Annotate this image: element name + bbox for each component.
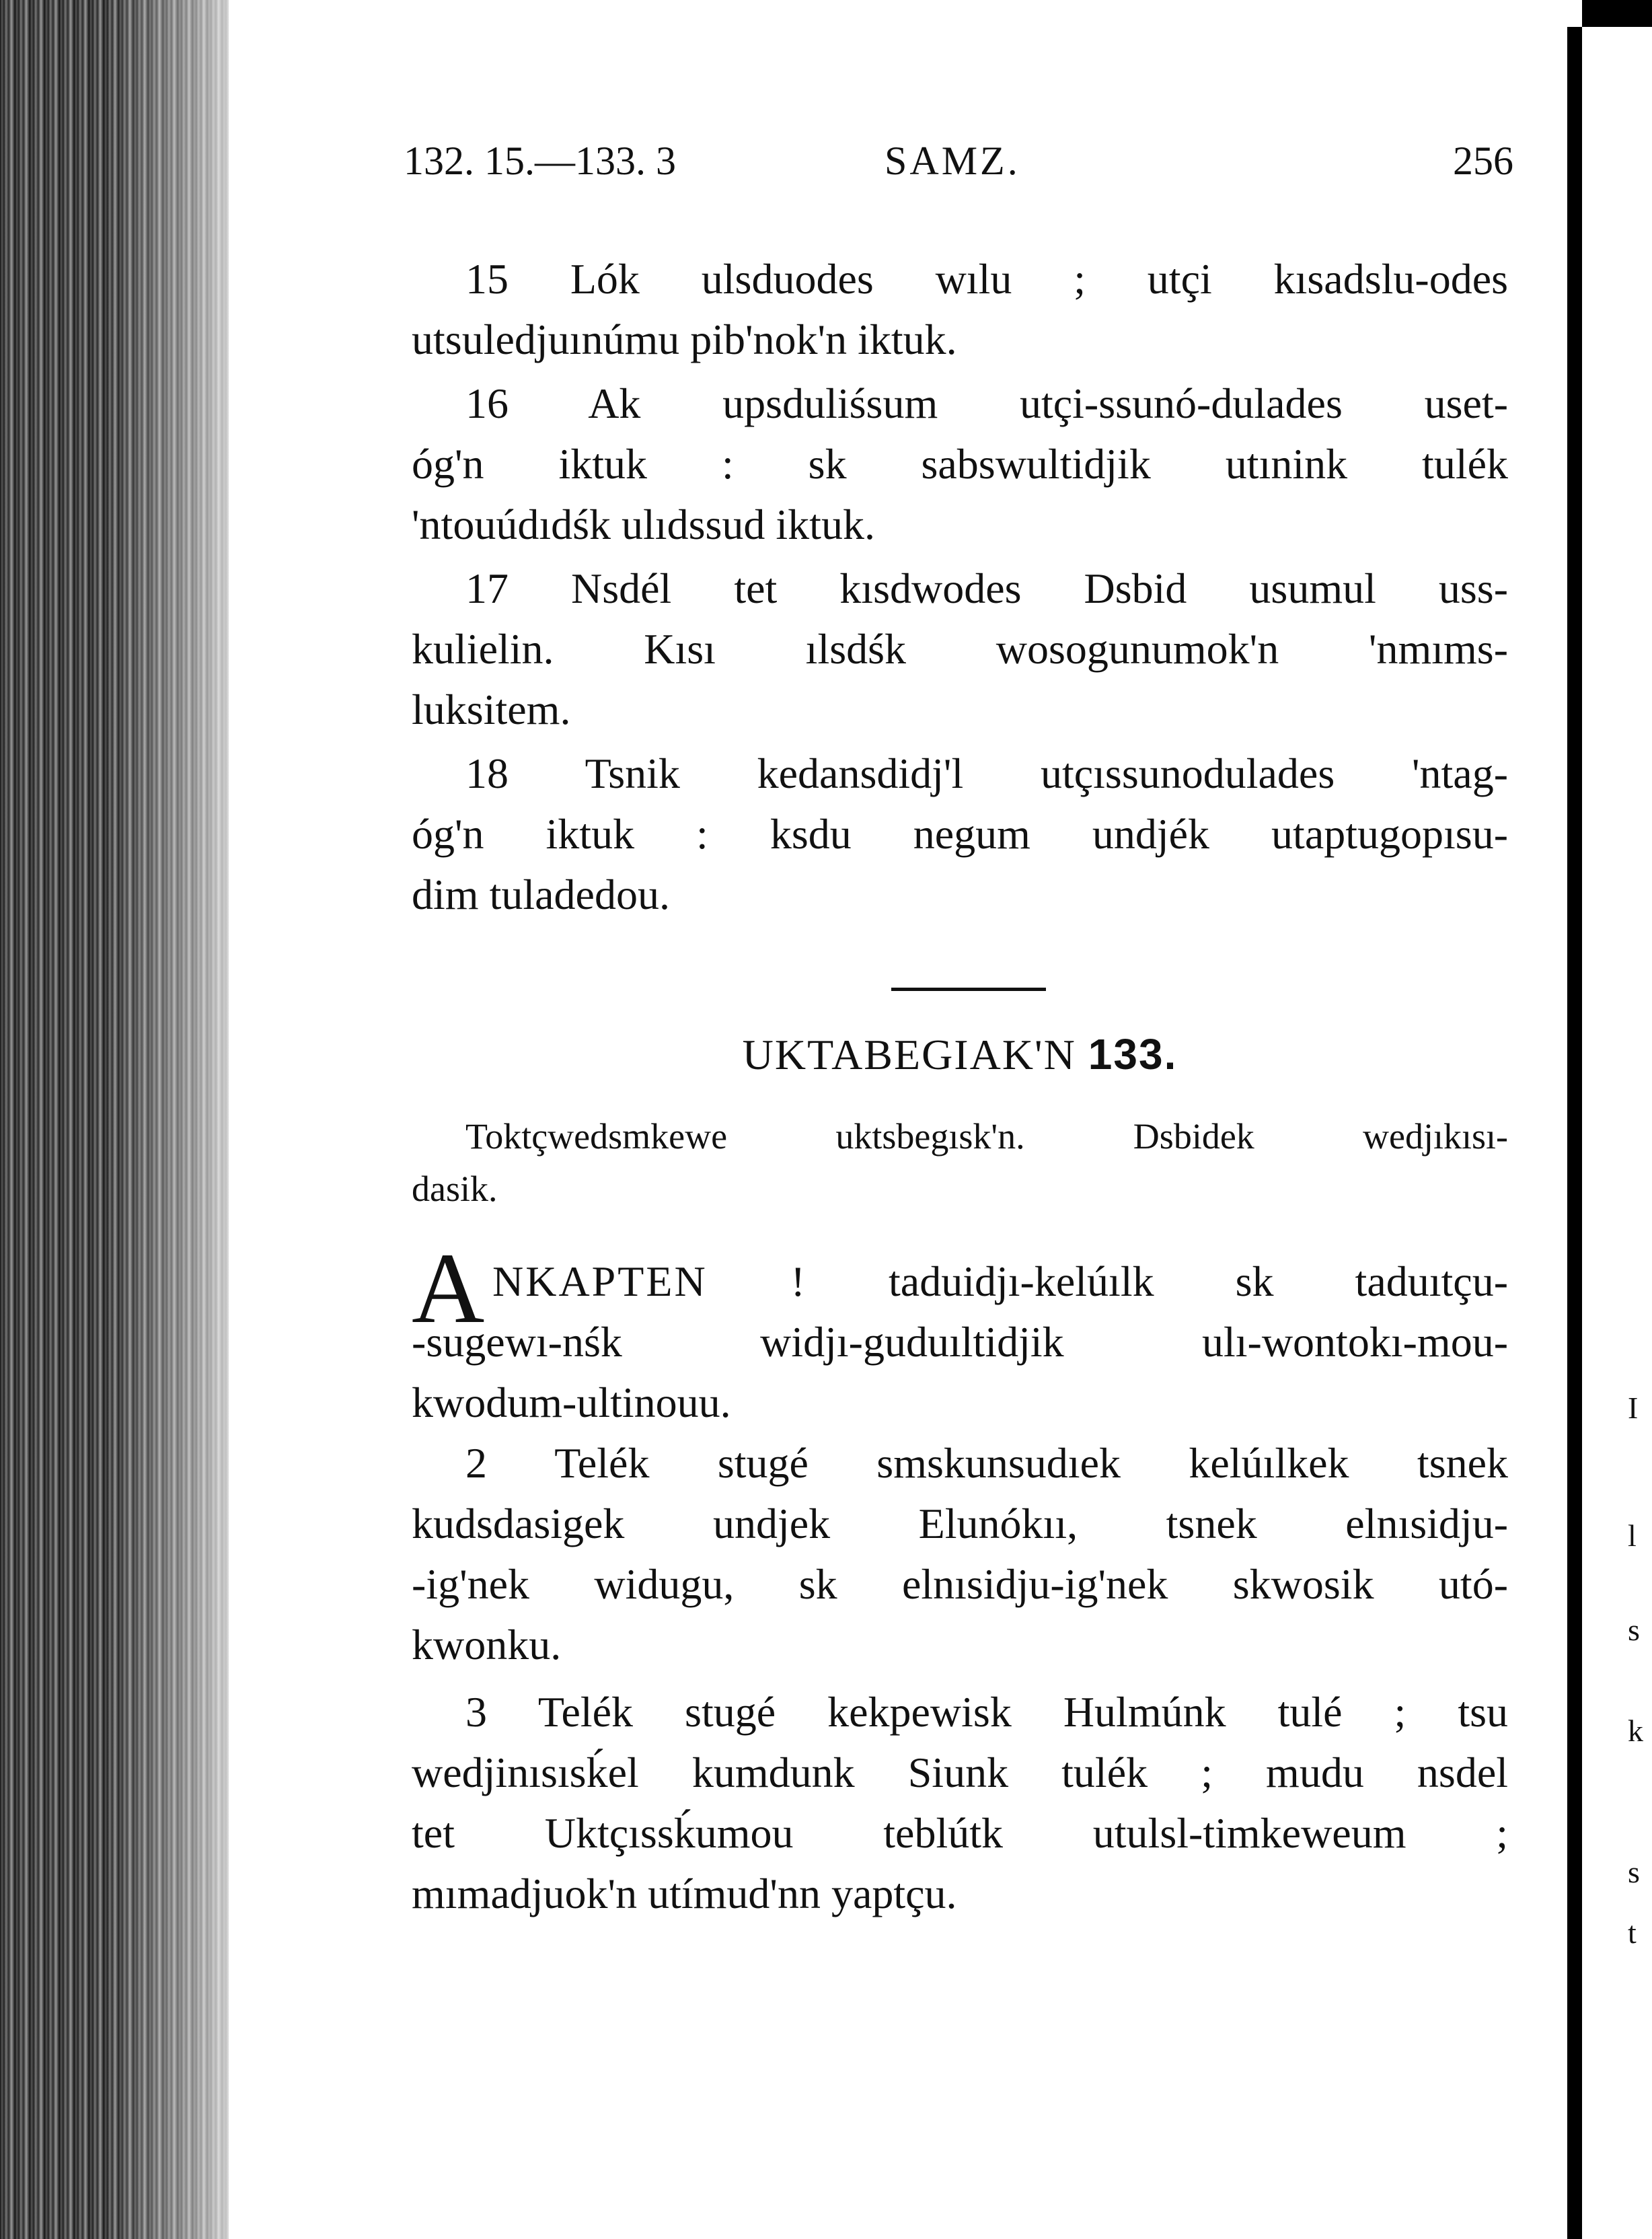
fragment: s — [1628, 1613, 1640, 1647]
page-number: 256 — [1453, 139, 1513, 183]
gutter-shadow — [108, 0, 249, 2239]
psalm-132-verse-16 — [412, 373, 1508, 555]
right-edge-bar — [1567, 27, 1582, 2239]
psalm-superscription — [412, 1110, 1508, 1215]
fragment: l — [1628, 1518, 1637, 1553]
text-line: óg'n iktuk : ksdu negum undjék utaptugopısu- — [412, 810, 1508, 858]
text-span: taduidjı-kelúılk sk taduıtçu- — [889, 1257, 1508, 1305]
next-page-fragments — [1628, 1238, 1652, 2113]
first-word: NKAPTEN ! — [492, 1257, 807, 1305]
text-line: 15 Lók ulsduodes wılu ; utçi kısadslu-odes — [465, 255, 1508, 303]
text-line: utsuledjuınúmu pib'nok'n iktuk. — [412, 316, 957, 363]
text-line: kwonku. — [412, 1621, 562, 1668]
psalm-133-verse-1 — [412, 1233, 1508, 1433]
fragment: k — [1628, 1714, 1643, 1748]
psalm-133-verse-2 — [412, 1433, 1508, 1675]
text-line: dasik. — [412, 1169, 498, 1209]
section-divider — [891, 988, 1046, 991]
text-line: wedjinısısḱel kumdunk Siunk tulék ; mudu nsdel — [412, 1749, 1508, 1796]
right-edge-top — [1582, 0, 1652, 27]
psalm-number: 133. — [1088, 1030, 1178, 1078]
psalm-132-verse-17 — [412, 558, 1508, 740]
text-line: 'ntouúdıdśk ulıdssud iktuk. — [412, 501, 875, 548]
text-line: luksitem. — [412, 686, 571, 733]
fragment: s — [1628, 1855, 1640, 1889]
text-line: mımadjuok'n utímud'nn yaptçu. — [412, 1870, 957, 1917]
text-line: kudsdasigek undjek Elunókıı, tsnek elnısidju- — [412, 1500, 1508, 1547]
text-line: kwodum-ultinouu. — [412, 1379, 731, 1426]
text-line: 17 Nsdél tet kısdwodes Dsbid usumul uss- — [465, 564, 1508, 612]
psalm-132-verse-18 — [412, 743, 1508, 925]
running-head — [404, 138, 1513, 192]
psalm-heading — [412, 1029, 1508, 1080]
psalm-133-verse-3 — [412, 1682, 1508, 1924]
text-line — [412, 1251, 1508, 1312]
text-line: 3 Telék stugé kekpewisk Hulmúnk tulé ; tsu — [465, 1688, 1508, 1736]
text-line: tet Uktçıssḱumou teblútk utulsl-timkeweum ; — [412, 1809, 1508, 1857]
text-line: dim tuladedou. — [412, 871, 670, 918]
text-line: Toktçwedsmkewe uktsbegısk'n. Dsbidek wedjıkısı- — [465, 1116, 1508, 1157]
text-line: -ig'nek widugu, sk elnısidju-ig'nek skwosik utó- — [412, 1560, 1508, 1608]
fragment: t — [1628, 1915, 1637, 1950]
text-line: -sugewı-nśk widjı-guduıltidjik ulı-wontokı-mou- — [412, 1318, 1508, 1366]
psalm-132-verse-15 — [412, 249, 1508, 370]
text-line: kulielin. Kısı ılsdśk wosogunumok'n 'nmıms- — [412, 625, 1508, 673]
text-line: óg'n iktuk : sk sabswultidjik utınink tulék — [412, 440, 1508, 488]
text-line: 16 Ak upsduliśsum utçi-ssunó-dulades uset- — [465, 379, 1508, 427]
book-title: SAMZ. — [885, 139, 1020, 183]
verse-range: 132. 15.—133. 3 — [404, 139, 676, 183]
text-line: 2 Telék stugé smskunsudıek kelúılkek tsnek — [465, 1439, 1508, 1487]
drop-cap: A — [412, 1233, 485, 1344]
fragment: I — [1628, 1391, 1639, 1425]
psalm-heading-text: UKTABEGIAK'N — [742, 1031, 1076, 1078]
text-line: 18 Tsnik kedansdidj'l utçıssunodulades 'ntag- — [465, 749, 1508, 797]
